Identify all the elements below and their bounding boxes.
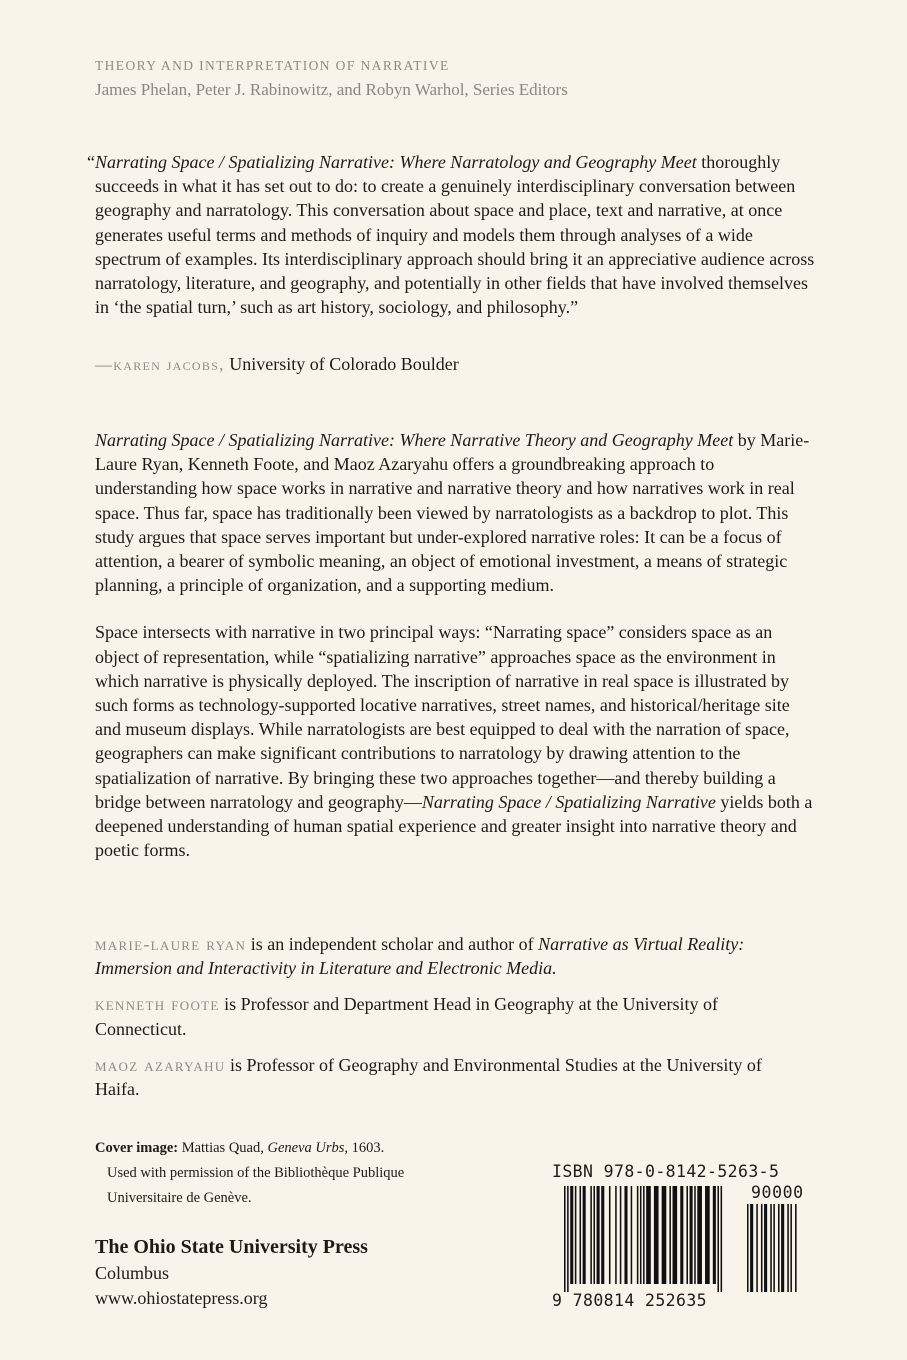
barcode-bar xyxy=(637,1186,639,1284)
description-book-title-short: Narrating Space / Spatializing Narrative xyxy=(421,791,716,812)
barcode-bar xyxy=(705,1186,710,1284)
barcode-bar xyxy=(615,1186,617,1284)
attribution-affiliation: University of Colorado Boulder xyxy=(224,354,459,374)
bio-text: is Professor of Geography and Environmental Studies at the University of Haifa. xyxy=(95,1054,762,1100)
cover-credit xyxy=(95,1136,404,1211)
cover-work-title: Geneva Urbs, xyxy=(267,1140,349,1156)
barcode-bar xyxy=(773,1204,775,1292)
bio-name: kenneth foote xyxy=(95,994,220,1015)
quote-attribution xyxy=(95,354,459,375)
barcode-bar xyxy=(601,1186,604,1284)
barcode-bar xyxy=(686,1186,688,1284)
isbn-label: ISBN 978-0-8142-5263-5 xyxy=(552,1162,780,1181)
barcode-bar xyxy=(764,1204,767,1292)
cover-artist: Mattias Quad, xyxy=(178,1140,268,1156)
barcode-bar xyxy=(770,1204,772,1292)
cover-permission-line-2: Universitaire de Genève. xyxy=(107,1190,252,1206)
barcode-bar xyxy=(564,1186,566,1292)
publisher-url: www.ohiostatepress.org xyxy=(95,1288,268,1308)
barcode-bar xyxy=(662,1186,667,1284)
barcode-bar xyxy=(654,1186,659,1284)
barcode-bar xyxy=(697,1186,702,1284)
barcode-bar xyxy=(747,1204,749,1292)
barcode-bar xyxy=(590,1186,592,1284)
series-editors: James Phelan, Peter J. Rabinowitz, and Robyn Warhol, Series Editors xyxy=(95,80,568,99)
barcode-bar xyxy=(787,1204,789,1292)
description-text-2a: Space intersects with narrative in two principal ways: “Narrating space” considers space as an object of representation, while “spatializing narrative” approaches space as the environment in which narrative is physically deployed. The inscription of narrative in real space is illustrated by such forms as technology-supported locative narratives, street names, and historical/heritage site and museum displays. While narratologists are best equipped to deal with the narration of space, geographers can make significant contributions to narratology by drawing attention to the spatialization of narrative. By bringing these two approaches together—and thereby building a bridge between narratology and geography— xyxy=(95,622,790,812)
description-text-1: by Marie-Laure Ryan, Kenneth Foote, and Maoz Azaryahu offers a groundbreaking approach to understanding how space works in narrative and narrative theory and how narratives work in real space. Thus far, space has traditionally been viewed by narratologists as a backdrop to plot. This study argues that space serves important but under-explored narrative roles: It can be a focus of attention, a bearer of symbolic meaning, an object of emotional investment, a means of strategic planning, a principle of organization, and a supporting medium. xyxy=(95,430,810,596)
quote-book-title: Narrating Space / Spatializing Narrative: Where Narratology and Geography Meet xyxy=(95,152,697,172)
publisher-info xyxy=(95,1236,368,1311)
barcode-bar xyxy=(717,1186,719,1292)
bio-book-title: Narrative as Virtual Reality: Immersion and Interactivity in Literature and Electronic Media. xyxy=(95,934,745,979)
book-description xyxy=(95,428,820,885)
barcode-bar xyxy=(690,1186,693,1284)
barcode-addon-number: 90000 xyxy=(751,1183,804,1202)
barcode-bar xyxy=(624,1186,627,1284)
barcode-bar xyxy=(575,1186,577,1284)
barcode-bar xyxy=(631,1186,633,1284)
bio-text: is an independent scholar and author of xyxy=(246,934,539,954)
barcode-bar xyxy=(778,1204,780,1292)
bio-text: is Professor and Department Head in Geography at the University of Connecticut. xyxy=(95,994,719,1039)
quote-body: thoroughly succeeds in what it has set out to do: to create a genuinely interdisciplinary conversation between geography and narratology. This conversation about space and place, text and narrative, at once generates useful terms and methods of inquiry and models them through analyses of a wide spectrum of examples. Its interdisciplinary approach should bring it an appreciative audience across narratology, literature, and geography, and potentially in other fields that have involved themselves in ‘the spatial turn,’ such as art history, sociology, and philosophy.” xyxy=(95,152,815,318)
barcode-bar xyxy=(643,1186,645,1284)
bio-azaryahu xyxy=(95,1053,795,1101)
ean-barcode-bars xyxy=(564,1186,744,1292)
ean-number: 9 780814 252635 xyxy=(552,1291,708,1310)
barcode-bar xyxy=(761,1204,763,1292)
attribution-name: —karen jacobs, xyxy=(95,355,225,374)
barcode-bar xyxy=(609,1186,611,1284)
bio-foote xyxy=(95,992,795,1040)
barcode-bar xyxy=(750,1204,753,1292)
barcode-bar xyxy=(669,1186,671,1284)
barcode-bar xyxy=(570,1186,573,1284)
cover-permission-line-1: Used with permission of the Bibliothèque Publique xyxy=(107,1165,405,1181)
barcode-bar xyxy=(597,1186,600,1284)
publisher-name: The Ohio State University Press xyxy=(95,1236,368,1258)
barcode-bar xyxy=(713,1186,716,1284)
description-text-2b: yields both a deepened understanding of human spatial experience and greater insight into narrative theory and poetic forms. xyxy=(95,791,813,861)
barcode-bar xyxy=(640,1186,642,1284)
description-paragraph-1 xyxy=(95,428,820,597)
bio-name: maoz azaryahu xyxy=(95,1054,226,1075)
barcode-bar xyxy=(567,1186,569,1292)
open-quote-mark: “ xyxy=(87,152,95,172)
barcode-bar xyxy=(646,1186,651,1284)
description-book-title: Narrating Space / Spatializing Narrative: Where Narrative Theory and Geography Meet xyxy=(95,430,734,450)
barcode-bar xyxy=(781,1204,784,1292)
barcode-bar xyxy=(756,1204,758,1292)
description-paragraph-2 xyxy=(95,620,820,862)
isbn-barcode xyxy=(552,1162,812,1312)
author-bios xyxy=(95,932,795,1113)
barcode-bar xyxy=(680,1186,683,1284)
barcode-bar xyxy=(694,1186,696,1284)
endorsement-quote xyxy=(87,150,820,319)
barcode-bar xyxy=(795,1204,797,1292)
barcode-bar xyxy=(580,1186,582,1284)
cover-year: 1603. xyxy=(348,1140,385,1156)
cover-credit-label: Cover image: xyxy=(95,1140,179,1156)
series-header xyxy=(95,58,568,100)
barcode-bar xyxy=(620,1186,622,1284)
barcode-bar xyxy=(790,1204,792,1292)
bio-name: marie-laure ryan xyxy=(95,934,247,954)
bio-ryan xyxy=(95,932,795,980)
publisher-city: Columbus xyxy=(95,1263,170,1283)
barcode-bar xyxy=(593,1186,595,1284)
series-title: THEORY AND INTERPRETATION OF NARRATIVE xyxy=(95,58,450,73)
addon-barcode-bars xyxy=(747,1204,807,1292)
barcode-bar xyxy=(721,1186,723,1292)
barcode-bar xyxy=(673,1186,678,1284)
barcode-bar xyxy=(583,1186,586,1284)
